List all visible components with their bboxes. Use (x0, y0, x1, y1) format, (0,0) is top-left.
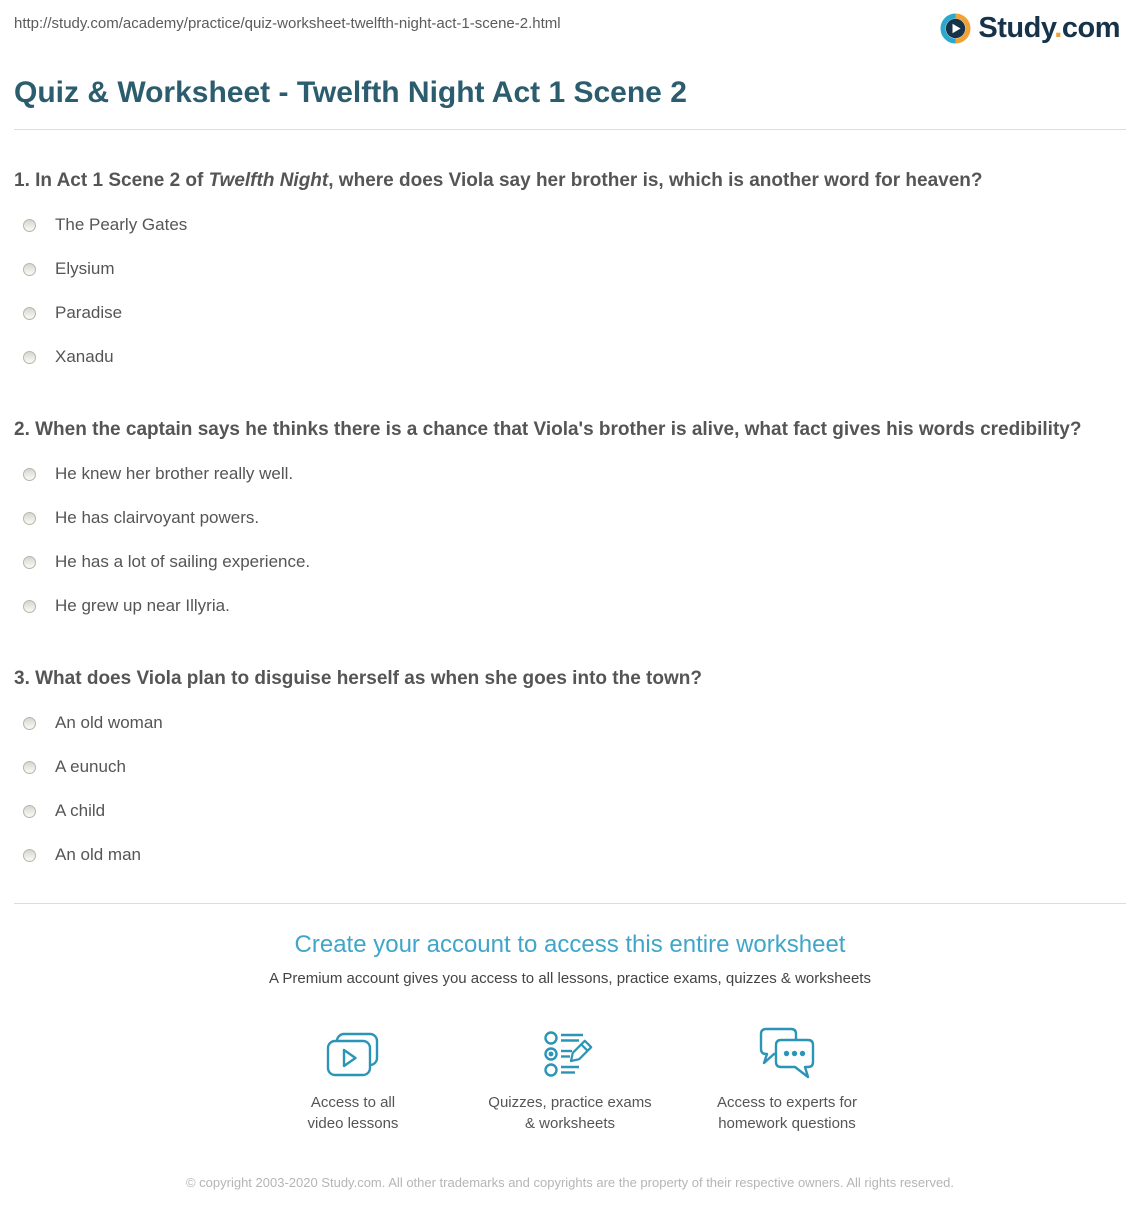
radio-button[interactable] (23, 351, 36, 364)
radio-button[interactable] (23, 307, 36, 320)
features-row (14, 1027, 1126, 1134)
feature-label: Quizzes, practice exams & worksheets (488, 1094, 652, 1132)
copyright-notice: © copyright 2003-2020 Study.com. All other trademarks and copyrights are the property of their respective owners. All rights reserved. (185, 1175, 955, 1190)
title-divider (14, 129, 1126, 130)
question-2-option-4[interactable] (14, 584, 1126, 628)
option-label: A eunuch (55, 757, 126, 776)
question-2-option-3[interactable] (14, 540, 1126, 584)
study-wordmark: Study.com (978, 12, 1120, 44)
question-2-text: 2. When the captain says he thinks there is a chance that Viola's brother is alive, what fact gives his words credibility? (14, 419, 1082, 440)
question-3-option-2[interactable] (14, 745, 1126, 789)
option-label: The Pearly Gates (55, 215, 188, 234)
option-label: He has a lot of sailing experience. (55, 552, 311, 571)
option-label: He has clairvoyant powers. (55, 508, 260, 527)
radio-button[interactable] (23, 263, 36, 276)
study-play-icon (940, 13, 971, 44)
radio-button[interactable] (23, 849, 36, 862)
signup-divider (14, 903, 1126, 904)
option-label: Elysium (55, 259, 115, 278)
option-label: He grew up near Illyria. (55, 596, 230, 615)
feature-label: Access to experts for homework questions (716, 1094, 858, 1132)
signup-title[interactable]: Create your account to access this entire worksheet (294, 931, 846, 958)
option-label: A child (55, 801, 106, 820)
radio-button[interactable] (23, 717, 36, 730)
question-3-option-1[interactable] (14, 701, 1126, 745)
page-title: Quiz & Worksheet - Twelfth Night Act 1 Scene 2 (14, 76, 687, 109)
radio-button[interactable] (23, 219, 36, 232)
radio-button[interactable] (23, 468, 36, 481)
question-2-option-2[interactable] (14, 496, 1126, 540)
study-logo[interactable] (940, 12, 1120, 44)
question-3 (14, 664, 1126, 877)
feature-experts-chat (679, 1027, 896, 1134)
option-label: An old man (55, 845, 141, 864)
radio-button[interactable] (23, 556, 36, 569)
radio-button[interactable] (23, 761, 36, 774)
page-header (0, 0, 1140, 44)
signup-subtitle: A Premium account gives you access to all lessons, practice exams, quizzes & worksheets (269, 970, 871, 987)
question-1-option-3[interactable] (14, 291, 1126, 335)
experts-chat-icon (679, 1027, 896, 1079)
radio-button[interactable] (23, 600, 36, 613)
page-url: http://study.com/academy/practice/quiz-worksheet-twelfth-night-act-1-scene-2.html (14, 15, 561, 32)
option-label: He knew her brother really well. (55, 464, 294, 483)
quizzes-worksheets-icon (462, 1027, 679, 1079)
question-2 (14, 415, 1126, 628)
question-3-option-4[interactable] (14, 833, 1126, 877)
feature-label: Access to all video lessons (307, 1094, 399, 1132)
radio-button[interactable] (23, 805, 36, 818)
radio-button[interactable] (23, 512, 36, 525)
question-1 (14, 166, 1126, 379)
question-3-text: 3. What does Viola plan to disguise herself as when she goes into the town? (14, 668, 702, 689)
question-1-option-1[interactable] (14, 203, 1126, 247)
question-2-option-1[interactable] (14, 452, 1126, 496)
question-1-option-4[interactable] (14, 335, 1126, 379)
video-lessons-icon (245, 1027, 462, 1079)
question-1-text: 1. In Act 1 Scene 2 of Twelfth Night, where does Viola say her brother is, which is another word for heaven? (14, 170, 983, 191)
option-label: An old woman (55, 713, 163, 732)
option-label: Paradise (55, 303, 123, 322)
option-label: Xanadu (55, 347, 114, 366)
question-3-option-3[interactable] (14, 789, 1126, 833)
question-1-option-2[interactable] (14, 247, 1126, 291)
feature-quizzes-worksheets (462, 1027, 679, 1134)
quiz-questions (14, 166, 1126, 877)
signup-section (14, 931, 1126, 1134)
feature-video-lessons (245, 1027, 462, 1134)
